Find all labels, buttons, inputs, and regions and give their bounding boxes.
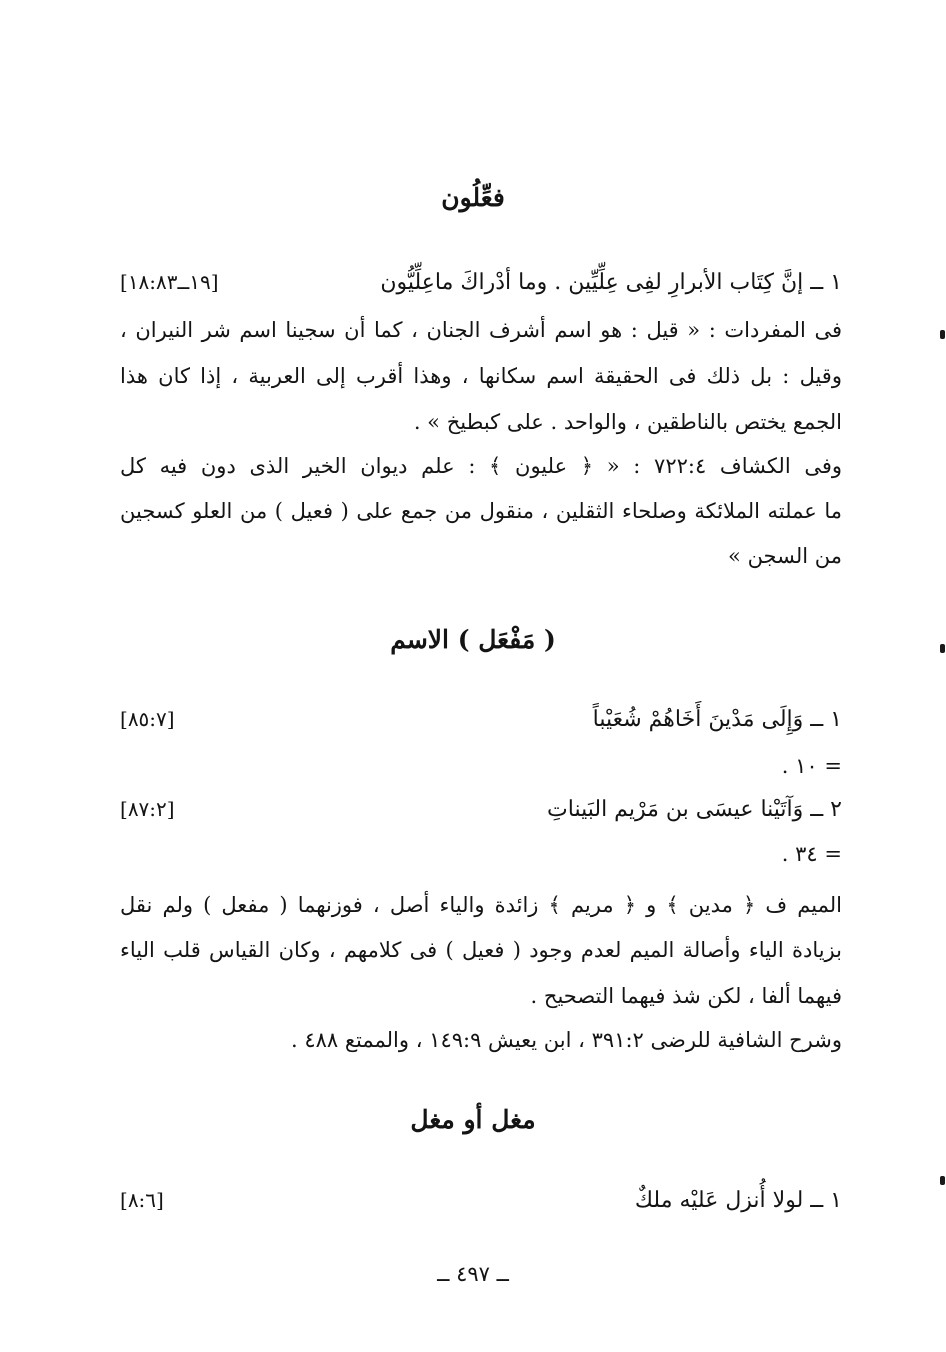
quran-entry: ٢ ــ وَآتَيْنا عيسَى بن مَرْيم البَيناتِ (547, 797, 842, 822)
section-heading: ( مَفْعَل ) الاسم (390, 625, 556, 654)
paragraph-line: بزيادة الياء وأصالة الميم لعدم وجود ( فعيل ) فى كلامهم ، وكان القياس قلب الياء (120, 938, 842, 962)
margin-speck (940, 330, 945, 339)
paragraph-line: وفى الكشاف ٧٢٢:٤ : « ﴿ عليون ﴾ : علم ديوان الخير الذى دون فيه كل (120, 454, 843, 478)
verse-reference: [٨:٦] (120, 1188, 164, 1212)
paragraph-line: ما عملته الملائكة وصلحاء الثقلين ، منقول من جمع على ( فعيل ) من العلو كسجين (120, 499, 842, 523)
occurrence-count: = ٣٤ . (781, 842, 842, 866)
paragraph-line: من السجن » (728, 544, 842, 568)
page-number: ــ ٤٩٧ ــ (437, 1262, 509, 1286)
section-heading: فعِّلُون (441, 183, 505, 212)
section-heading: مغل أو مغل (410, 1105, 536, 1134)
margin-speck (940, 644, 945, 653)
verse-reference: [٨٥:٧] (120, 707, 175, 731)
quran-entry: ١ ــ إنَّ كِتَاب الأبرارِ لفِى عِلِّيِّين . وما أدْراكَ ماعِلِّيُّون (380, 270, 842, 295)
verse-reference: [١٩ــ١٨:٨٣] (120, 270, 219, 294)
quran-entry: ١ ــ وَإِلَى مَدْينَ أَخَاهُمْ شُعَيْباً (592, 707, 842, 732)
paragraph-line: وقيل : بل ذلك فى الحقيقة اسم سكانها ، وهذا أقرب إلى العربية ، إذا كان هذا (120, 364, 842, 388)
references-line: وشرح الشافية للرضى ٣٩١:٢ ، ابن يعيش ١٤٩:٩ ، والممتع ٤٨٨ . (290, 1028, 842, 1052)
verse-reference: [٨٧:٢] (120, 797, 175, 821)
quran-entry: ١ ــ لولا أُنزل عَليْه ملكٌ (634, 1188, 842, 1213)
paragraph-line: فى المفردات : « قيل : هو اسم أشرف الجنان ، كما أن سجينا اسم شر النيران ، (120, 318, 842, 342)
paragraph-line: الجمع يختص بالناطقين ، والواحد . على كبطيخ » . (413, 410, 842, 434)
occurrence-count: = ١٠ . (781, 754, 842, 778)
paragraph-line: فيهما ألفا ، لكن شذ فيهما التصحيح . (530, 984, 842, 1008)
margin-speck (940, 1176, 945, 1185)
paragraph-line: الميم ف ﴿ مدين ﴾ و ﴿ مريم ﴾ زائدة والياء أصل ، فوزنهما ( مفعل ) ولم نقل (120, 893, 842, 917)
